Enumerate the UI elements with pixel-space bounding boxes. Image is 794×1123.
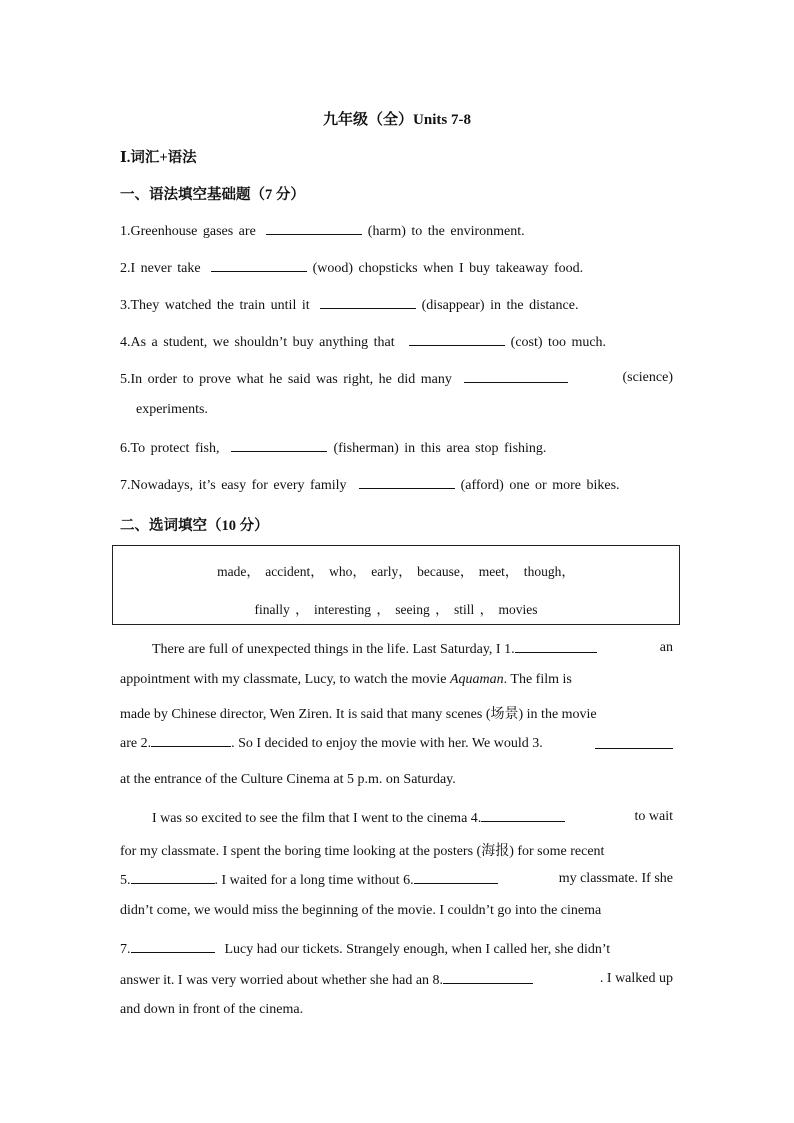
page-title: 九年级（全）Units 7-8 — [323, 112, 471, 128]
passage-line: and down in front of the cinema. — [120, 1002, 304, 1017]
answer-blank[interactable] — [266, 222, 362, 235]
question-5-continued: experiments. — [136, 402, 208, 417]
answer-blank[interactable] — [359, 476, 455, 489]
passage-line: for my classmate. I spent the boring time looking at the posters (海报) for some recent — [120, 844, 605, 859]
section2-heading: 二、选词填空（10 分） — [120, 518, 269, 534]
passage-text: There are full of unexpected things in the life. Last Saturday, I 1. — [152, 642, 515, 657]
passage-text: I was so excited to see the film that I went to the cinema 4. — [152, 811, 482, 826]
question-text: (science) — [622, 370, 673, 385]
passage-line — [120, 940, 673, 958]
question-text: (harm) to the environment. — [367, 224, 525, 239]
passage-text: answer it. I was very worried about whether she had an 8. — [120, 973, 444, 988]
passage-line — [120, 871, 673, 889]
question-text: (fisherman) in this area stop fishing. — [333, 441, 547, 456]
blank-1[interactable] — [515, 640, 597, 653]
passage-text: 5. — [120, 873, 131, 888]
question-text: 3.They watched the train until it — [120, 298, 310, 313]
passage-text: . I walked up — [599, 971, 673, 986]
answer-blank[interactable] — [320, 296, 416, 309]
passage-text: Lucy had our tickets. Strangely enough, when I called her, she didn’t — [224, 942, 611, 957]
question-text: 5.In order to prove what he said was right, he did many — [120, 372, 452, 387]
question-text: 4.As a student, we shouldn’t buy anything that — [120, 335, 395, 350]
blank-4[interactable] — [481, 809, 565, 822]
passage-line — [120, 971, 673, 989]
passage-text: are 2. — [120, 736, 152, 751]
passage-text: an — [659, 640, 673, 655]
question-7 — [120, 476, 620, 494]
movie-title: Aquaman — [449, 672, 504, 687]
passage-line — [120, 734, 673, 752]
passage-text: . The film is — [503, 672, 572, 687]
word-bank-row: made， accident， who， early， because， meet， though， — [217, 564, 575, 579]
question-5 — [120, 370, 673, 388]
passage-text: my classmate. If she — [558, 871, 673, 886]
blank-8[interactable] — [443, 971, 533, 984]
question-4 — [120, 333, 606, 351]
question-text: (cost) too much. — [510, 335, 607, 350]
question-text: (disappear) in the distance. — [421, 298, 579, 313]
passage-text: . I waited for a long time without 6. — [214, 873, 414, 888]
question-text: (afford) one or more bikes. — [460, 478, 620, 493]
answer-blank[interactable] — [211, 259, 307, 272]
passage-line — [152, 809, 673, 827]
question-2 — [120, 259, 583, 277]
answer-blank[interactable] — [464, 370, 568, 383]
blank-2[interactable] — [151, 734, 231, 747]
passage-line — [120, 672, 673, 688]
question-3 — [120, 296, 578, 314]
blank-7[interactable] — [131, 940, 215, 953]
passage-line — [152, 640, 673, 658]
question-1 — [120, 222, 525, 240]
passage-line: at the entrance of the Culture Cinema at 5 p.m. on Saturday. — [120, 772, 456, 787]
question-text: (wood) chopsticks when I buy takeaway food. — [312, 261, 584, 276]
blank-5[interactable] — [131, 871, 215, 884]
blank-3[interactable] — [595, 736, 673, 749]
question-text: 1.Greenhouse gases are — [120, 224, 256, 239]
question-text: 6.To protect fish, — [120, 441, 220, 456]
part-heading: Ⅰ.词汇+语法 — [120, 150, 197, 166]
passage-text: to wait — [634, 809, 673, 824]
blank-6[interactable] — [414, 871, 498, 884]
passage-text: . So I decided to enjoy the movie with her. We would 3. — [231, 736, 543, 751]
passage-text: 7. — [120, 942, 131, 957]
word-bank-row: finally ， interesting ， seeing ， still ， movies — [254, 602, 538, 617]
passage-line: made by Chinese director, Wen Ziren. It is said that many scenes (场景) in the movie — [120, 707, 597, 722]
answer-blank[interactable] — [409, 333, 505, 346]
question-text: 7.Nowadays, it’s easy for every family — [120, 478, 347, 493]
answer-blank[interactable] — [231, 439, 327, 452]
word-bank-box — [112, 545, 680, 625]
section1-heading: 一、语法填空基础题（7 分） — [120, 187, 305, 203]
passage-line: didn’t come, we would miss the beginning of the movie. I couldn’t go into the cinema — [120, 903, 602, 918]
passage-text: appointment with my classmate, Lucy, to watch the movie — [120, 672, 447, 687]
question-text: 2.I never take — [120, 261, 201, 276]
question-6 — [120, 439, 546, 457]
